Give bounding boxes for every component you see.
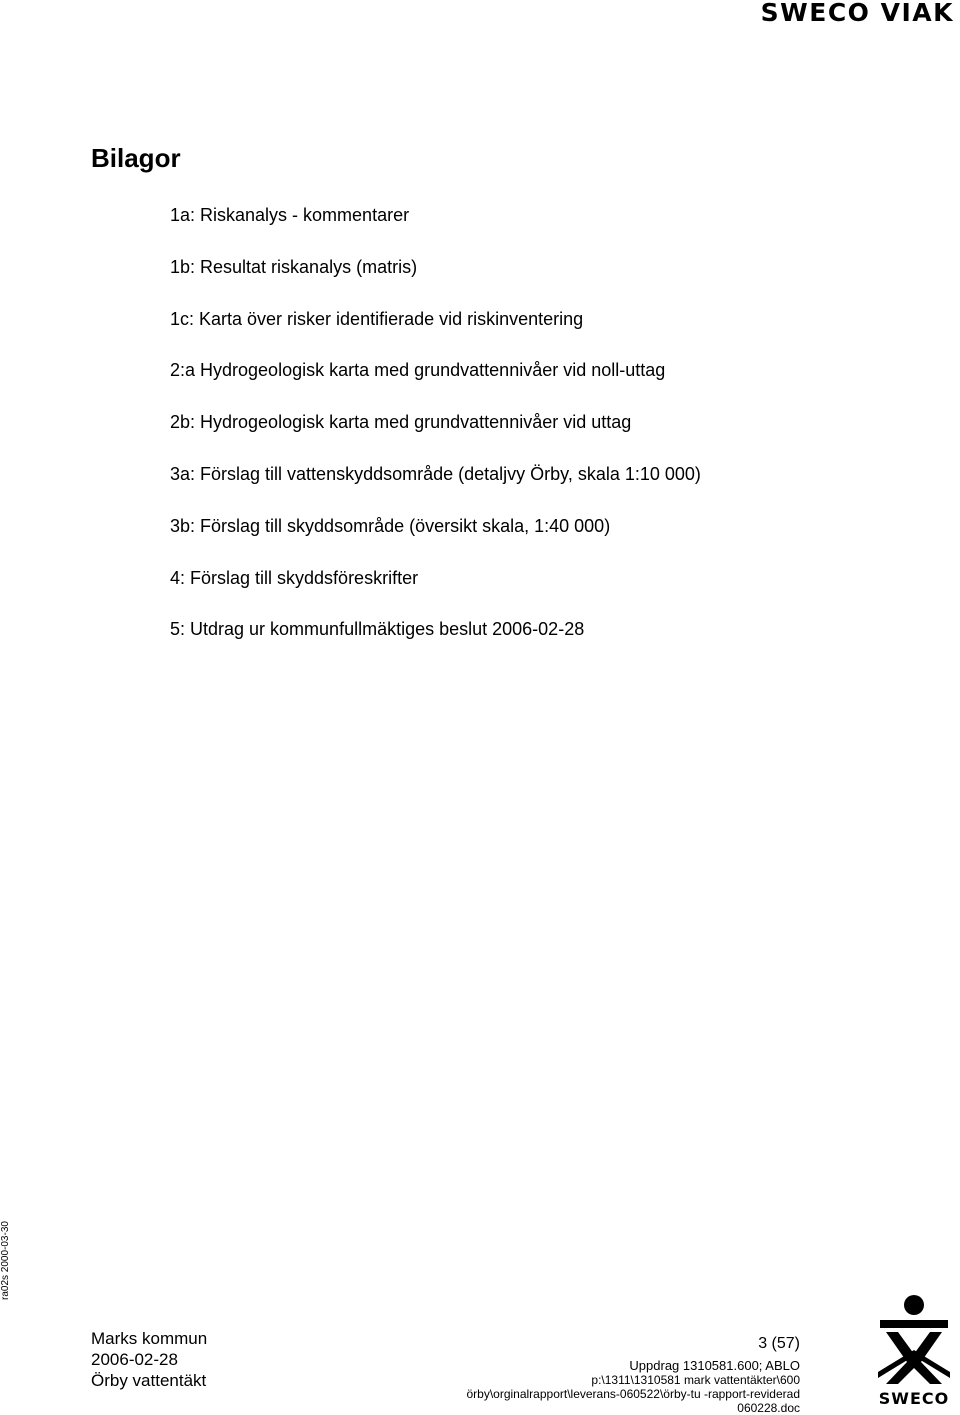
appendix-item-3b: 3b: Förslag till skyddsområde (översikt skala, 1:40 000) bbox=[170, 515, 611, 536]
side-stamp: ra02s 2000-03-30 bbox=[0, 1221, 11, 1300]
footer-client: Marks kommun bbox=[91, 1329, 208, 1348]
assignment-ref: Uppdrag 1310581.600; ABLO bbox=[629, 1358, 800, 1373]
sweco-figure-icon bbox=[874, 1292, 954, 1388]
appendix-item-1a: 1a: Riskanalys - kommentarer bbox=[170, 205, 410, 225]
page-title: Bilagor bbox=[91, 143, 181, 173]
brand-header: SWECO VIAK bbox=[760, 0, 954, 27]
footer-date: 2006-02-28 bbox=[91, 1350, 178, 1369]
appendix-list bbox=[170, 202, 701, 668]
sweco-logo bbox=[874, 1292, 954, 1408]
footer-left bbox=[91, 1328, 207, 1391]
appendix-item-3a: 3a: Förslag till vattenskyddsområde (detaljvy Örby, skala 1:10 000) bbox=[170, 463, 701, 484]
appendix-item-2b: 2b: Hydrogeologisk karta med grundvattennivåer vid uttag bbox=[170, 412, 632, 433]
file-path-line-1: p:\1311\1310581 mark vattentäkter\600 bbox=[591, 1373, 800, 1387]
appendix-item-1c: 1c: Karta över risker identifierade vid riskinventering bbox=[170, 308, 584, 329]
appendix-item-4: 4: Förslag till skyddsföreskrifter bbox=[170, 567, 419, 588]
page-number: 3 (57) bbox=[758, 1335, 800, 1352]
appendix-item-2a: 2:a Hydrogeologisk karta med grundvattennivåer vid noll-uttag bbox=[170, 360, 666, 381]
footer-right bbox=[466, 1334, 800, 1415]
logo-wordmark: SWECO bbox=[878, 1389, 950, 1408]
appendix-item-1b: 1b: Resultat riskanalys (matris) bbox=[170, 256, 418, 277]
file-path-line-3: 060228.doc bbox=[737, 1401, 800, 1415]
footer-project: Örby vattentäkt bbox=[91, 1371, 207, 1390]
appendix-item-5: 5: Utdrag ur kommunfullmäktiges beslut 2006-02-28 bbox=[170, 619, 585, 640]
file-path-line-2: örby\orginalrapport\leverans-060522\örby-tu -rapport-reviderad bbox=[466, 1387, 800, 1401]
